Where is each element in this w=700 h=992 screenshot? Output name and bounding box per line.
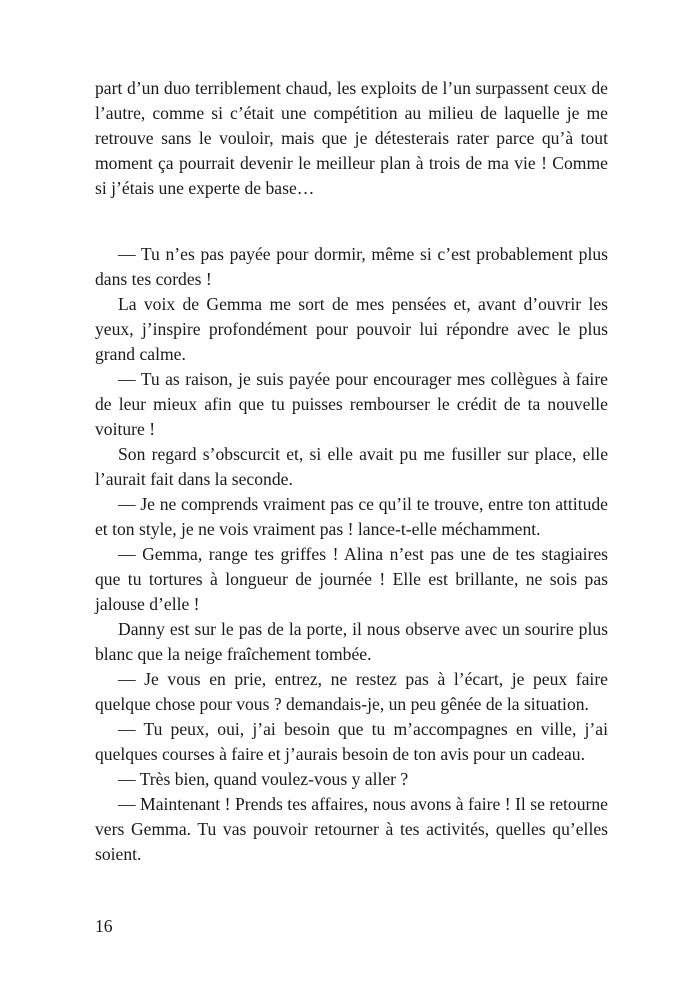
- opening-section: [95, 76, 608, 201]
- paragraph: — Tu as raison, je suis payée pour encourager mes collègues à faire de leur mieux afin que tu puisses rembourser le crédit de ta nouvelle voiture !: [95, 369, 608, 439]
- paragraph: — Je vous en prie, entrez, ne restez pas à l’écart, je peux faire quelque chose pour vous ? demandais-je, un peu gênée de la situation.: [95, 669, 608, 714]
- paragraph: Danny est sur le pas de la porte, il nous observe avec un sourire plus blanc que la neige fraîchement tombée.: [95, 619, 608, 664]
- paragraph: La voix de Gemma me sort de mes pensées et, avant d’ouvrir les yeux, j’inspire profondément pour pouvoir lui répondre avec le plus grand calme.: [95, 294, 608, 364]
- dialogue-section: [95, 242, 608, 867]
- paragraph: — Je ne comprends vraiment pas ce qu’il te trouve, entre ton attitude et ton style, je ne vois vraiment pas ! lance-t-elle méchamment.: [95, 494, 608, 539]
- opening-paragraph: part d’un duo terriblement chaud, les exploits de l’un surpassent ceux de l’autre, comme si c’était une compétition au milieu de laquelle je me retrouve sans le vouloir, mais que je détesterais rater parce qu’à tout moment ça pourrait devenir le meilleur plan à trois de ma vie ! Comme si j’étais une experte de base…: [95, 78, 608, 198]
- page-number: 16: [95, 916, 113, 936]
- paragraph: Son regard s’obscurcit et, si elle avait pu me fusiller sur place, elle l’aurait fait dans la seconde.: [95, 444, 608, 489]
- paragraph: — Maintenant ! Prends tes affaires, nous avons à faire ! Il se retourne vers Gemma. Tu vas pouvoir retourner à tes activités, quelles qu’elles soient.: [95, 794, 608, 864]
- paragraph: — Tu n’es pas payée pour dormir, même si c’est probablement plus dans tes cordes !: [95, 244, 608, 289]
- paragraph: — Tu peux, oui, j’ai besoin que tu m’accompagnes en ville, j’ai quelques courses à faire et j’aurais besoin de ton avis pour un cadeau.: [95, 719, 608, 764]
- paragraph: — Très bien, quand voulez-vous y aller ?: [118, 769, 409, 789]
- paragraph: — Gemma, range tes griffes ! Alina n’est pas une de tes stagiaires que tu tortures à longueur de journée ! Elle est brillante, ne sois pas jalouse d’elle !: [95, 544, 608, 614]
